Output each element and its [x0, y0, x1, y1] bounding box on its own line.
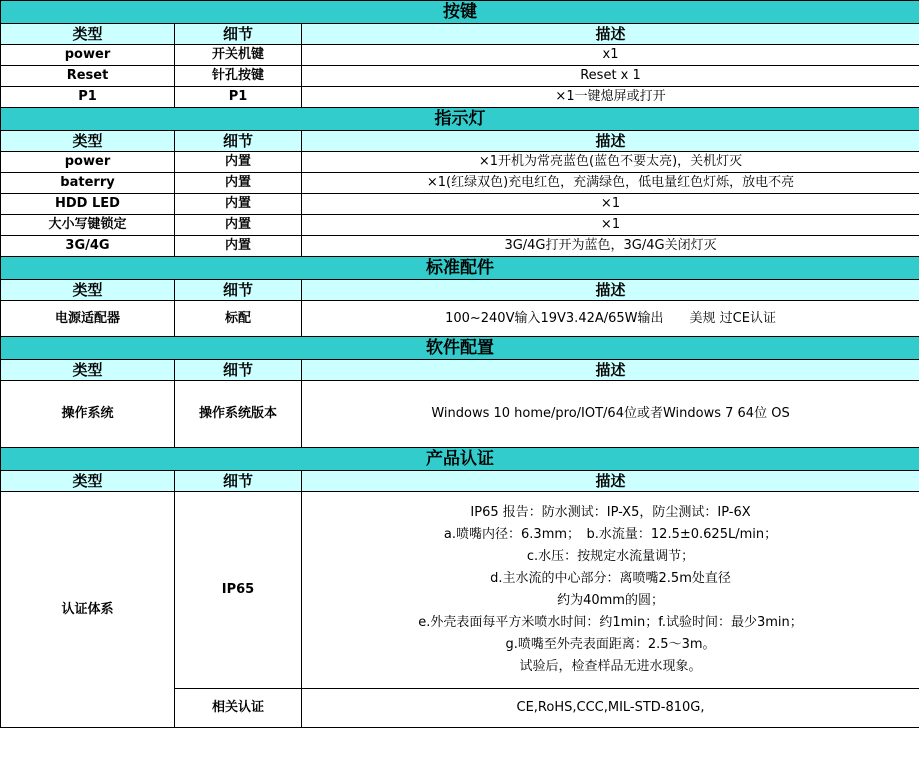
section-accessories: [1, 257, 919, 280]
ip65-line: d.主水流的中心部分：离喷嘴2.5m处直径: [490, 571, 731, 586]
cell-detail: 内置: [175, 215, 302, 236]
cell-desc: Windows 10 home/pro/IOT/64位或者Windows 7 64位 OS: [302, 381, 919, 448]
header-desc: 描述: [302, 280, 919, 301]
cell-type: 认证体系: [1, 492, 175, 728]
table-row: [1, 45, 919, 66]
table-row: [1, 173, 919, 194]
ip65-line: 约为40mm的圆；: [557, 593, 664, 608]
cell-type: 大小写键锁定: [1, 215, 175, 236]
cell-detail: 相关认证: [175, 689, 302, 728]
section-certification: [1, 448, 919, 471]
header-desc: 描述: [302, 360, 919, 381]
header-desc: 描述: [302, 131, 919, 152]
ip65-line: c.水压：按规定水流量调节；: [526, 549, 695, 564]
cell-detail: IP65: [175, 492, 302, 689]
header-row: [1, 280, 919, 301]
table-row: [1, 236, 919, 257]
table-row: [1, 381, 919, 448]
header-row: [1, 24, 919, 45]
header-desc: 描述: [302, 24, 919, 45]
cell-detail: 开关机键: [175, 45, 302, 66]
cell-desc: ×1: [302, 215, 919, 236]
ip65-line: g.喷嘴至外壳表面距离：2.5～3m。: [505, 637, 716, 652]
cell-detail: 内置: [175, 152, 302, 173]
cell-type: 3G/4G: [1, 236, 175, 257]
ip65-line: IP65 报告：防水测试：IP-X5，防尘测试：IP-6X: [470, 505, 751, 520]
ip65-line: e.外壳表面每平方米喷水时间：约1min；f.试验时间：最少3min；: [418, 615, 803, 630]
section-indicators: [1, 108, 919, 131]
header-row: [1, 360, 919, 381]
cell-desc: ×1一键熄屏或打开: [302, 87, 919, 108]
cell-detail: 内置: [175, 173, 302, 194]
cell-desc-ip65: [302, 492, 919, 689]
cell-detail: 内置: [175, 236, 302, 257]
header-type: 类型: [1, 360, 175, 381]
header-type: 类型: [1, 131, 175, 152]
section-title: 产品认证: [1, 448, 919, 471]
header-detail: 细节: [175, 131, 302, 152]
section-software: [1, 337, 919, 360]
cell-type: HDD LED: [1, 194, 175, 215]
header-detail: 细节: [175, 280, 302, 301]
header-row: [1, 131, 919, 152]
header-detail: 细节: [175, 24, 302, 45]
cell-type: 电源适配器: [1, 301, 175, 337]
cell-detail: 操作系统版本: [175, 381, 302, 448]
header-detail: 细节: [175, 471, 302, 492]
cell-type: P1: [1, 87, 175, 108]
section-title: 按键: [1, 1, 919, 24]
ip65-line: 试验后，检查样品无进水现象。: [519, 659, 702, 674]
section-buttons: [1, 1, 919, 24]
cell-type: baterry: [1, 173, 175, 194]
section-title: 指示灯: [1, 108, 919, 131]
table-row: [1, 492, 919, 689]
table-row: [1, 194, 919, 215]
table-row: [1, 87, 919, 108]
cell-type: Reset: [1, 66, 175, 87]
cell-type: power: [1, 152, 175, 173]
table-row: [1, 152, 919, 173]
cell-desc: 3G/4G打开为蓝色，3G/4G关闭灯灭: [302, 236, 919, 257]
header-type: 类型: [1, 280, 175, 301]
section-title: 标准配件: [1, 257, 919, 280]
cell-desc: x1: [302, 45, 919, 66]
cell-desc: CE,RoHS,CCC,MIL-STD-810G,: [302, 689, 919, 728]
header-desc: 描述: [302, 471, 919, 492]
cell-detail: 内置: [175, 194, 302, 215]
cell-desc: Reset x 1: [302, 66, 919, 87]
cell-desc: 100~240V输入19V3.42A/65W输出 美规 过CE认证: [302, 301, 919, 337]
cell-type: power: [1, 45, 175, 66]
cell-detail: P1: [175, 87, 302, 108]
cell-desc: ×1开机为常亮蓝色(蓝色不要太亮)，关机灯灭: [302, 152, 919, 173]
cell-desc: ×1: [302, 194, 919, 215]
header-row: [1, 471, 919, 492]
section-title: 软件配置: [1, 337, 919, 360]
table-row: [1, 66, 919, 87]
cell-desc: ×1(红绿双色)充电红色，充满绿色，低电量红色灯烁，放电不亮: [302, 173, 919, 194]
cell-detail: 标配: [175, 301, 302, 337]
cell-type: 操作系统: [1, 381, 175, 448]
table-row: [1, 301, 919, 337]
table-row: [1, 215, 919, 236]
header-type: 类型: [1, 471, 175, 492]
cell-detail: 针孔按键: [175, 66, 302, 87]
header-type: 类型: [1, 24, 175, 45]
ip65-line: a.喷嘴内径：6.3mm； b.水流量：12.5±0.625L/min；: [443, 527, 778, 542]
header-detail: 细节: [175, 360, 302, 381]
